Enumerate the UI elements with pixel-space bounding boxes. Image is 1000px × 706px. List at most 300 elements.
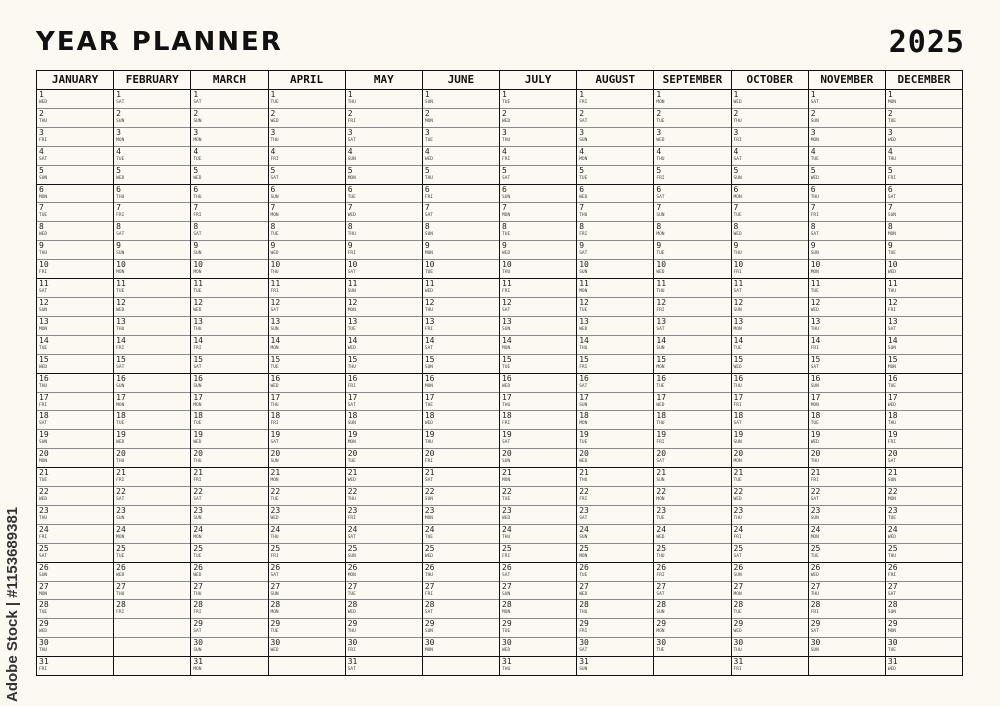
day-cell[interactable]	[37, 166, 113, 185]
day-cell[interactable]	[654, 317, 730, 336]
day-cell[interactable]	[577, 241, 653, 260]
day-cell[interactable]	[191, 600, 267, 619]
day-cell[interactable]	[732, 449, 808, 468]
day-cell[interactable]	[809, 563, 885, 582]
day-cell[interactable]	[269, 638, 345, 657]
day-cell[interactable]	[423, 582, 499, 601]
day-cell[interactable]	[500, 185, 576, 204]
day-cell[interactable]	[191, 619, 267, 638]
day-cell[interactable]	[114, 147, 190, 166]
day-cell[interactable]	[269, 260, 345, 279]
day-cell[interactable]	[809, 600, 885, 619]
day-cell[interactable]	[732, 563, 808, 582]
day-cell[interactable]	[577, 166, 653, 185]
day-cell[interactable]	[500, 525, 576, 544]
day-cell[interactable]	[654, 506, 730, 525]
day-cell[interactable]	[500, 393, 576, 412]
day-cell[interactable]	[500, 619, 576, 638]
day-cell[interactable]	[423, 506, 499, 525]
day-cell[interactable]	[732, 222, 808, 241]
day-cell[interactable]	[269, 90, 345, 109]
day-cell[interactable]	[423, 411, 499, 430]
day-cell[interactable]	[654, 147, 730, 166]
day-cell[interactable]	[886, 525, 962, 544]
day-cell[interactable]	[500, 657, 576, 675]
day-cell[interactable]	[809, 449, 885, 468]
day-cell[interactable]	[500, 582, 576, 601]
day-cell[interactable]	[423, 355, 499, 374]
day-cell[interactable]	[423, 317, 499, 336]
day-cell[interactable]	[191, 506, 267, 525]
day-cell[interactable]	[732, 487, 808, 506]
day-cell[interactable]	[269, 563, 345, 582]
day-cell[interactable]	[346, 487, 422, 506]
day-cell[interactable]	[191, 222, 267, 241]
day-cell[interactable]	[500, 563, 576, 582]
day-cell[interactable]	[500, 203, 576, 222]
day-cell[interactable]	[114, 638, 190, 657]
day-cell[interactable]	[654, 336, 730, 355]
day-cell[interactable]	[191, 449, 267, 468]
day-cell[interactable]	[114, 487, 190, 506]
day-cell[interactable]	[346, 336, 422, 355]
day-cell[interactable]	[886, 241, 962, 260]
day-cell[interactable]	[269, 393, 345, 412]
day-cell[interactable]	[500, 260, 576, 279]
day-cell[interactable]	[269, 317, 345, 336]
day-cell[interactable]	[886, 355, 962, 374]
day-cell[interactable]	[732, 298, 808, 317]
day-cell[interactable]	[886, 279, 962, 298]
day-cell[interactable]	[346, 449, 422, 468]
day-cell[interactable]	[577, 128, 653, 147]
day-cell[interactable]	[809, 90, 885, 109]
day-cell[interactable]	[269, 279, 345, 298]
day-cell[interactable]	[500, 279, 576, 298]
day-cell[interactable]	[346, 582, 422, 601]
day-cell[interactable]	[269, 109, 345, 128]
day-cell[interactable]	[114, 298, 190, 317]
day-cell[interactable]	[654, 582, 730, 601]
day-cell[interactable]	[577, 449, 653, 468]
day-cell[interactable]	[577, 411, 653, 430]
day-cell[interactable]	[809, 582, 885, 601]
day-cell[interactable]	[577, 317, 653, 336]
day-cell[interactable]	[732, 128, 808, 147]
day-cell[interactable]	[732, 185, 808, 204]
day-cell[interactable]	[809, 336, 885, 355]
day-cell[interactable]	[809, 506, 885, 525]
day-cell[interactable]	[191, 241, 267, 260]
day-cell[interactable]	[500, 166, 576, 185]
day-cell[interactable]	[732, 203, 808, 222]
day-cell[interactable]	[654, 563, 730, 582]
day-cell[interactable]	[37, 147, 113, 166]
day-cell[interactable]	[114, 525, 190, 544]
day-cell[interactable]	[114, 260, 190, 279]
day-cell[interactable]	[191, 411, 267, 430]
day-cell[interactable]	[423, 279, 499, 298]
day-cell[interactable]	[732, 393, 808, 412]
day-cell[interactable]	[423, 128, 499, 147]
day-cell[interactable]	[886, 128, 962, 147]
day-cell[interactable]	[346, 298, 422, 317]
day-cell[interactable]	[269, 147, 345, 166]
day-cell[interactable]	[886, 619, 962, 638]
day-cell[interactable]	[886, 468, 962, 487]
day-cell[interactable]	[886, 430, 962, 449]
day-cell[interactable]	[886, 506, 962, 525]
day-cell[interactable]	[577, 336, 653, 355]
day-cell[interactable]	[577, 563, 653, 582]
day-cell[interactable]	[809, 468, 885, 487]
day-cell[interactable]	[191, 298, 267, 317]
day-cell[interactable]	[423, 203, 499, 222]
day-cell[interactable]	[809, 393, 885, 412]
day-cell[interactable]	[346, 638, 422, 657]
day-cell[interactable]	[809, 317, 885, 336]
day-cell[interactable]	[577, 222, 653, 241]
day-cell[interactable]	[114, 468, 190, 487]
day-cell[interactable]	[577, 657, 653, 675]
day-cell[interactable]	[423, 393, 499, 412]
day-cell[interactable]	[500, 374, 576, 393]
day-cell[interactable]	[732, 355, 808, 374]
day-cell[interactable]	[500, 298, 576, 317]
day-cell[interactable]	[809, 374, 885, 393]
day-cell[interactable]	[346, 657, 422, 675]
day-cell[interactable]	[423, 487, 499, 506]
day-cell[interactable]	[500, 355, 576, 374]
day-cell[interactable]	[423, 298, 499, 317]
day-cell[interactable]	[346, 241, 422, 260]
day-cell[interactable]	[269, 600, 345, 619]
day-cell[interactable]	[654, 128, 730, 147]
day-cell[interactable]	[654, 638, 730, 657]
day-cell[interactable]	[423, 374, 499, 393]
day-cell[interactable]	[809, 222, 885, 241]
day-cell[interactable]	[346, 90, 422, 109]
day-cell[interactable]	[809, 298, 885, 317]
day-cell[interactable]	[809, 241, 885, 260]
day-cell[interactable]	[114, 166, 190, 185]
day-cell[interactable]	[37, 506, 113, 525]
day-cell[interactable]	[269, 468, 345, 487]
day-cell[interactable]	[732, 544, 808, 563]
day-cell[interactable]	[191, 487, 267, 506]
day-cell[interactable]	[191, 128, 267, 147]
day-cell[interactable]	[577, 544, 653, 563]
day-cell[interactable]	[114, 222, 190, 241]
day-cell[interactable]	[346, 411, 422, 430]
day-cell[interactable]	[191, 279, 267, 298]
day-cell[interactable]	[114, 355, 190, 374]
day-cell[interactable]	[423, 563, 499, 582]
day-cell[interactable]	[732, 374, 808, 393]
day-cell[interactable]	[500, 544, 576, 563]
day-cell[interactable]	[732, 411, 808, 430]
day-cell[interactable]	[809, 185, 885, 204]
day-cell[interactable]	[423, 222, 499, 241]
day-cell[interactable]	[577, 298, 653, 317]
day-cell[interactable]	[37, 393, 113, 412]
day-cell[interactable]	[732, 90, 808, 109]
day-cell[interactable]	[346, 430, 422, 449]
day-cell[interactable]	[732, 525, 808, 544]
day-cell[interactable]	[654, 166, 730, 185]
day-cell[interactable]	[886, 638, 962, 657]
day-cell[interactable]	[577, 279, 653, 298]
day-cell[interactable]	[886, 147, 962, 166]
day-cell[interactable]	[886, 393, 962, 412]
day-cell[interactable]	[654, 90, 730, 109]
day-cell[interactable]	[269, 411, 345, 430]
day-cell[interactable]	[191, 525, 267, 544]
day-cell[interactable]	[423, 147, 499, 166]
day-cell[interactable]	[114, 657, 190, 675]
day-cell[interactable]	[269, 506, 345, 525]
day-cell[interactable]	[114, 109, 190, 128]
day-cell[interactable]	[577, 582, 653, 601]
day-cell[interactable]	[114, 128, 190, 147]
day-cell[interactable]	[500, 241, 576, 260]
day-cell[interactable]	[732, 260, 808, 279]
day-cell[interactable]	[809, 619, 885, 638]
day-cell[interactable]	[732, 317, 808, 336]
day-cell[interactable]	[500, 147, 576, 166]
day-cell[interactable]	[346, 222, 422, 241]
day-cell[interactable]	[269, 166, 345, 185]
day-cell[interactable]	[654, 430, 730, 449]
day-cell[interactable]	[500, 411, 576, 430]
day-cell[interactable]	[114, 506, 190, 525]
day-cell[interactable]	[809, 279, 885, 298]
day-cell[interactable]	[114, 203, 190, 222]
day-cell[interactable]	[346, 355, 422, 374]
day-cell[interactable]	[37, 544, 113, 563]
day-cell[interactable]	[809, 109, 885, 128]
day-cell[interactable]	[500, 317, 576, 336]
day-cell[interactable]	[114, 185, 190, 204]
day-cell[interactable]	[191, 147, 267, 166]
day-cell[interactable]	[654, 544, 730, 563]
day-cell[interactable]	[423, 430, 499, 449]
day-cell[interactable]	[886, 449, 962, 468]
day-cell[interactable]	[577, 374, 653, 393]
day-cell[interactable]	[500, 600, 576, 619]
day-cell[interactable]	[191, 90, 267, 109]
day-cell[interactable]	[114, 582, 190, 601]
day-cell[interactable]	[37, 109, 113, 128]
day-cell[interactable]	[37, 449, 113, 468]
day-cell[interactable]	[886, 411, 962, 430]
day-cell[interactable]	[732, 657, 808, 675]
day-cell[interactable]	[654, 355, 730, 374]
day-cell[interactable]	[654, 487, 730, 506]
day-cell[interactable]	[654, 109, 730, 128]
day-cell[interactable]	[577, 468, 653, 487]
day-cell[interactable]	[886, 90, 962, 109]
day-cell[interactable]	[191, 657, 267, 675]
day-cell[interactable]	[269, 487, 345, 506]
day-cell[interactable]	[654, 185, 730, 204]
day-cell[interactable]	[732, 430, 808, 449]
day-cell[interactable]	[500, 109, 576, 128]
day-cell[interactable]	[346, 279, 422, 298]
day-cell[interactable]	[191, 468, 267, 487]
day-cell[interactable]	[346, 393, 422, 412]
day-cell[interactable]	[654, 222, 730, 241]
day-cell[interactable]	[500, 90, 576, 109]
day-cell[interactable]	[191, 166, 267, 185]
day-cell[interactable]	[423, 109, 499, 128]
day-cell[interactable]	[346, 374, 422, 393]
day-cell[interactable]	[114, 241, 190, 260]
day-cell[interactable]	[423, 185, 499, 204]
day-cell[interactable]	[732, 582, 808, 601]
day-cell[interactable]	[809, 128, 885, 147]
day-cell[interactable]	[37, 260, 113, 279]
day-cell[interactable]	[346, 544, 422, 563]
day-cell[interactable]	[37, 241, 113, 260]
day-cell[interactable]	[500, 336, 576, 355]
day-cell[interactable]	[577, 109, 653, 128]
day-cell[interactable]	[577, 260, 653, 279]
day-cell[interactable]	[732, 468, 808, 487]
day-cell[interactable]	[732, 638, 808, 657]
day-cell[interactable]	[114, 393, 190, 412]
day-cell[interactable]	[423, 619, 499, 638]
day-cell[interactable]	[423, 260, 499, 279]
day-cell[interactable]	[809, 355, 885, 374]
day-cell[interactable]	[346, 317, 422, 336]
day-cell[interactable]	[654, 374, 730, 393]
day-cell[interactable]	[191, 582, 267, 601]
day-cell[interactable]	[37, 411, 113, 430]
day-cell[interactable]	[423, 544, 499, 563]
day-cell[interactable]	[654, 279, 730, 298]
day-cell[interactable]	[191, 430, 267, 449]
day-cell[interactable]	[114, 563, 190, 582]
day-cell[interactable]	[346, 128, 422, 147]
day-cell[interactable]	[191, 563, 267, 582]
day-cell[interactable]	[577, 506, 653, 525]
day-cell[interactable]	[500, 222, 576, 241]
day-cell[interactable]	[654, 619, 730, 638]
day-cell[interactable]	[886, 563, 962, 582]
day-cell[interactable]	[346, 468, 422, 487]
day-cell[interactable]	[886, 336, 962, 355]
day-cell[interactable]	[886, 298, 962, 317]
day-cell[interactable]	[423, 468, 499, 487]
day-cell[interactable]	[654, 600, 730, 619]
day-cell[interactable]	[809, 260, 885, 279]
day-cell[interactable]	[886, 582, 962, 601]
day-cell[interactable]	[346, 260, 422, 279]
day-cell[interactable]	[37, 600, 113, 619]
day-cell[interactable]	[191, 260, 267, 279]
day-cell[interactable]	[577, 600, 653, 619]
day-cell[interactable]	[37, 374, 113, 393]
day-cell[interactable]	[346, 166, 422, 185]
day-cell[interactable]	[37, 90, 113, 109]
day-cell[interactable]	[269, 449, 345, 468]
day-cell[interactable]	[577, 393, 653, 412]
day-cell[interactable]	[886, 600, 962, 619]
day-cell[interactable]	[886, 544, 962, 563]
day-cell[interactable]	[577, 638, 653, 657]
day-cell[interactable]	[886, 185, 962, 204]
day-cell[interactable]	[269, 241, 345, 260]
day-cell[interactable]	[809, 203, 885, 222]
day-cell[interactable]	[654, 260, 730, 279]
day-cell[interactable]	[809, 525, 885, 544]
day-cell[interactable]	[37, 638, 113, 657]
day-cell[interactable]	[37, 355, 113, 374]
day-cell[interactable]	[346, 619, 422, 638]
day-cell[interactable]	[191, 638, 267, 657]
day-cell[interactable]	[809, 430, 885, 449]
day-cell[interactable]	[114, 279, 190, 298]
day-cell[interactable]	[732, 279, 808, 298]
day-cell[interactable]	[346, 147, 422, 166]
day-cell[interactable]	[269, 222, 345, 241]
day-cell[interactable]	[269, 203, 345, 222]
day-cell[interactable]	[37, 619, 113, 638]
day-cell[interactable]	[37, 336, 113, 355]
day-cell[interactable]	[37, 468, 113, 487]
day-cell[interactable]	[269, 185, 345, 204]
day-cell[interactable]	[577, 147, 653, 166]
day-cell[interactable]	[37, 128, 113, 147]
day-cell[interactable]	[500, 430, 576, 449]
day-cell[interactable]	[191, 374, 267, 393]
day-cell[interactable]	[732, 147, 808, 166]
day-cell[interactable]	[886, 260, 962, 279]
day-cell[interactable]	[423, 449, 499, 468]
day-cell[interactable]	[37, 525, 113, 544]
day-cell[interactable]	[500, 638, 576, 657]
day-cell[interactable]	[114, 430, 190, 449]
day-cell[interactable]	[269, 128, 345, 147]
day-cell[interactable]	[114, 619, 190, 638]
day-cell[interactable]	[191, 336, 267, 355]
day-cell[interactable]	[423, 600, 499, 619]
day-cell[interactable]	[191, 393, 267, 412]
day-cell[interactable]	[886, 222, 962, 241]
day-cell[interactable]	[809, 147, 885, 166]
day-cell[interactable]	[423, 166, 499, 185]
day-cell[interactable]	[269, 525, 345, 544]
day-cell[interactable]	[732, 619, 808, 638]
day-cell[interactable]	[577, 430, 653, 449]
day-cell[interactable]	[114, 544, 190, 563]
day-cell[interactable]	[732, 109, 808, 128]
day-cell[interactable]	[732, 600, 808, 619]
day-cell[interactable]	[500, 506, 576, 525]
day-cell[interactable]	[37, 279, 113, 298]
day-cell[interactable]	[191, 185, 267, 204]
day-cell[interactable]	[732, 506, 808, 525]
day-cell[interactable]	[37, 657, 113, 675]
day-cell[interactable]	[114, 411, 190, 430]
day-cell[interactable]	[37, 582, 113, 601]
day-cell[interactable]	[114, 374, 190, 393]
day-cell[interactable]	[654, 393, 730, 412]
day-cell[interactable]	[191, 203, 267, 222]
day-cell[interactable]	[732, 166, 808, 185]
day-cell[interactable]	[500, 449, 576, 468]
